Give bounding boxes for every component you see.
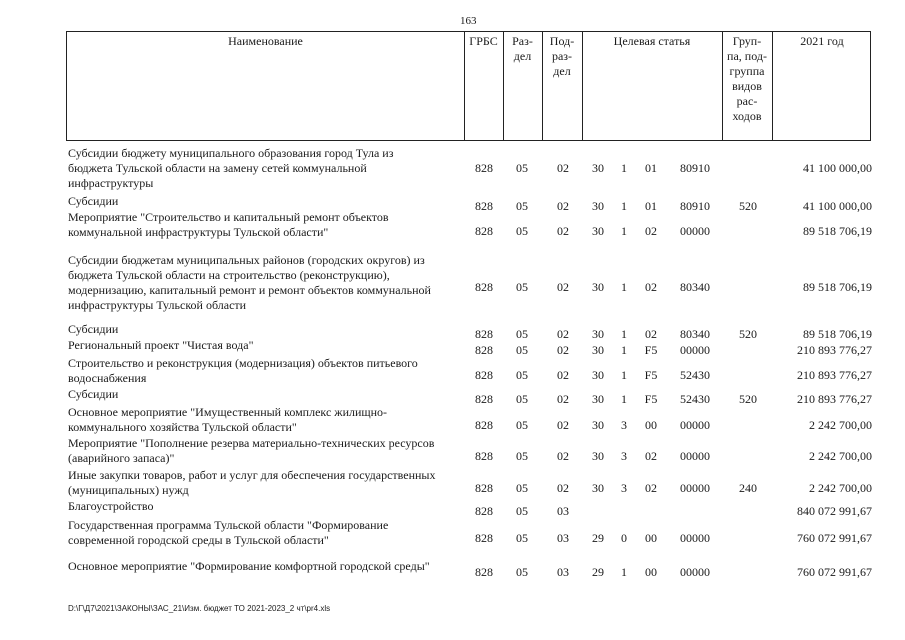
cell-t4: 00000 xyxy=(680,531,710,545)
cell-razdel: 05 xyxy=(516,418,528,432)
cell-grbs: 828 xyxy=(475,280,493,294)
cell-t3: 02 xyxy=(645,481,657,495)
cell-t1: 30 xyxy=(592,343,604,357)
cell-t2: 1 xyxy=(621,565,627,579)
cell-razdel: 05 xyxy=(516,392,528,406)
cell-t4: 00000 xyxy=(680,481,710,495)
row-name: Мероприятие "Пополнение резерва материально-технических ресурсов (аварийного запаса)" xyxy=(68,436,435,465)
table-header xyxy=(66,31,871,141)
cell-amount: 760 072 991,67 xyxy=(797,531,872,545)
cell-razdel: 05 xyxy=(516,224,528,238)
cell-t2: 3 xyxy=(621,481,627,495)
cell-podrazdel: 02 xyxy=(557,418,569,432)
cell-t1: 29 xyxy=(592,565,604,579)
cell-t3: 02 xyxy=(645,327,657,341)
cell-podrazdel: 02 xyxy=(557,161,569,175)
cell-grbs: 828 xyxy=(475,504,493,518)
cell-t1: 30 xyxy=(592,280,604,294)
cell-razdel: 05 xyxy=(516,449,528,463)
cell-razdel: 05 xyxy=(516,504,528,518)
cell-razdel: 05 xyxy=(516,481,528,495)
cell-t3: 02 xyxy=(645,224,657,238)
cell-grbs: 828 xyxy=(475,531,493,545)
cell-t1: 29 xyxy=(592,531,604,545)
cell-amount: 210 893 776,27 xyxy=(797,343,872,357)
cell-amount: 89 518 706,19 xyxy=(803,224,872,238)
cell-grbs: 828 xyxy=(475,224,493,238)
cell-podrazdel: 02 xyxy=(557,343,569,357)
row-name: Субсидии бюджетам муниципальных районов (городских округов) из бюджета Тульской области на строительство (реконструкцию), модернизацию, капитальный ремонт и ремонт объектов коммунальной инфраструктуры Тульской области xyxy=(68,253,431,312)
cell-t3: 01 xyxy=(645,199,657,213)
row-name: Региональный проект "Чистая вода" xyxy=(68,338,254,352)
cell-t2: 0 xyxy=(621,531,627,545)
cell-amount: 89 518 706,19 xyxy=(803,280,872,294)
cell-t2: 1 xyxy=(621,343,627,357)
cell-amount: 2 242 700,00 xyxy=(809,418,872,432)
cell-razdel: 05 xyxy=(516,199,528,213)
cell-t2: 3 xyxy=(621,449,627,463)
cell-grbs: 828 xyxy=(475,327,493,341)
cell-t2: 3 xyxy=(621,418,627,432)
cell-t4: 80340 xyxy=(680,280,710,294)
cell-amount: 41 100 000,00 xyxy=(803,161,872,175)
cell-t2: 1 xyxy=(621,392,627,406)
cell-t1: 30 xyxy=(592,161,604,175)
cell-grp: 520 xyxy=(739,327,757,341)
row-name: Субсидии xyxy=(68,194,119,208)
cell-grp: 520 xyxy=(739,392,757,406)
cell-amount: 41 100 000,00 xyxy=(803,199,872,213)
cell-t4: 52430 xyxy=(680,368,710,382)
cell-t4: 00000 xyxy=(680,418,710,432)
cell-podrazdel: 02 xyxy=(557,449,569,463)
cell-grbs: 828 xyxy=(475,481,493,495)
cell-razdel: 05 xyxy=(516,368,528,382)
row-name: Основное мероприятие "Имущественный комплекс жилищно- коммунального хозяйства Тульской области" xyxy=(68,405,388,434)
cell-podrazdel: 02 xyxy=(557,224,569,238)
cell-t2: 1 xyxy=(621,224,627,238)
cell-amount: 89 518 706,19 xyxy=(803,327,872,341)
cell-razdel: 05 xyxy=(516,280,528,294)
cell-razdel: 05 xyxy=(516,343,528,357)
cell-podrazdel: 02 xyxy=(557,392,569,406)
header-podrazdel: Под- раз- дел xyxy=(549,34,575,78)
cell-t3: F5 xyxy=(644,343,658,357)
header-razdel: Раз- дел xyxy=(512,34,533,63)
cell-grbs: 828 xyxy=(475,161,493,175)
cell-podrazdel: 03 xyxy=(557,531,569,545)
cell-podrazdel: 02 xyxy=(557,280,569,294)
header-name: Наименование xyxy=(228,34,303,48)
cell-t2: 1 xyxy=(621,368,627,382)
cell-t4: 00000 xyxy=(680,224,710,238)
cell-razdel: 05 xyxy=(516,565,528,579)
cell-grbs: 828 xyxy=(475,565,493,579)
cell-t1: 30 xyxy=(592,199,604,213)
cell-grbs: 828 xyxy=(475,343,493,357)
cell-podrazdel: 03 xyxy=(557,565,569,579)
cell-amount: 2 242 700,00 xyxy=(809,481,872,495)
row-name: Строительство и реконструкция (модернизация) объектов питьевого водоснабжения xyxy=(68,356,418,385)
cell-t3: F5 xyxy=(644,392,658,406)
header-gruppa-vidov: Груп- па, под- группа видов рас- ходов xyxy=(727,34,767,123)
cell-podrazdel: 02 xyxy=(557,368,569,382)
cell-t4: 80340 xyxy=(680,327,710,341)
cell-razdel: 05 xyxy=(516,327,528,341)
row-name: Субсидии бюджету муниципального образования город Тула из бюджета Тульской области на замену сетей коммунальной инфраструктуры xyxy=(68,146,394,190)
cell-t2: 1 xyxy=(621,327,627,341)
cell-amount: 210 893 776,27 xyxy=(797,392,872,406)
cell-t3: 00 xyxy=(645,418,657,432)
cell-t2: 1 xyxy=(621,280,627,294)
cell-grbs: 828 xyxy=(475,368,493,382)
row-name: Иные закупки товаров, работ и услуг для обеспечения государственных (муниципальных) нужд xyxy=(68,468,436,497)
cell-t2: 1 xyxy=(621,161,627,175)
cell-podrazdel: 02 xyxy=(557,481,569,495)
file-path-footer: D:\Г\Д7\2021\ЗАКОНЫ\ЗАС_21\Изм. бюджет ТО 2021-2023_2 чт\pr4.xls xyxy=(68,604,331,613)
cell-t1: 30 xyxy=(592,327,604,341)
header-grbs: ГРБС xyxy=(469,34,498,48)
cell-razdel: 05 xyxy=(516,531,528,545)
cell-t3: 00 xyxy=(645,531,657,545)
cell-amount: 840 072 991,67 xyxy=(797,504,872,518)
cell-t4: 00000 xyxy=(680,343,710,357)
cell-grp: 520 xyxy=(739,199,757,213)
header-tselevaya-statya: Целевая статья xyxy=(613,34,691,48)
cell-grbs: 828 xyxy=(475,449,493,463)
row-name: Субсидии xyxy=(68,387,119,401)
cell-podrazdel: 02 xyxy=(557,327,569,341)
cell-podrazdel: 02 xyxy=(557,199,569,213)
row-name: Мероприятие "Строительство и капитальный ремонт объектов коммунальной инфраструктуры Тульской области" xyxy=(68,210,389,239)
row-name: Основное мероприятие "Формирование комфортной городской среды" xyxy=(68,559,430,573)
cell-t1: 30 xyxy=(592,418,604,432)
cell-t3: 02 xyxy=(645,449,657,463)
cell-t3: 02 xyxy=(645,280,657,294)
cell-t4: 80910 xyxy=(680,161,710,175)
cell-t3: 00 xyxy=(645,565,657,579)
cell-t1: 30 xyxy=(592,449,604,463)
cell-t2: 1 xyxy=(621,199,627,213)
cell-t4: 00000 xyxy=(680,565,710,579)
cell-amount: 2 242 700,00 xyxy=(809,449,872,463)
cell-grbs: 828 xyxy=(475,199,493,213)
cell-t3: 01 xyxy=(645,161,657,175)
cell-t1: 30 xyxy=(592,224,604,238)
page-number: 163 xyxy=(460,15,477,27)
row-name: Государственная программа Тульской области "Формирование современной городской среды в Тульской области" xyxy=(68,518,389,547)
cell-t1: 30 xyxy=(592,368,604,382)
cell-t3: F5 xyxy=(644,368,658,382)
cell-podrazdel: 03 xyxy=(557,504,569,518)
cell-grp: 240 xyxy=(739,481,757,495)
cell-t4: 80910 xyxy=(680,199,710,213)
row-name: Субсидии xyxy=(68,322,119,336)
cell-t1: 30 xyxy=(592,481,604,495)
cell-t1: 30 xyxy=(592,392,604,406)
cell-amount: 760 072 991,67 xyxy=(797,565,872,579)
header-year: 2021 год xyxy=(800,34,844,48)
cell-razdel: 05 xyxy=(516,161,528,175)
cell-grbs: 828 xyxy=(475,418,493,432)
cell-t4: 00000 xyxy=(680,449,710,463)
cell-grbs: 828 xyxy=(475,392,493,406)
cell-t4: 52430 xyxy=(680,392,710,406)
row-name: Благоустройство xyxy=(68,499,154,513)
cell-amount: 210 893 776,27 xyxy=(797,368,872,382)
